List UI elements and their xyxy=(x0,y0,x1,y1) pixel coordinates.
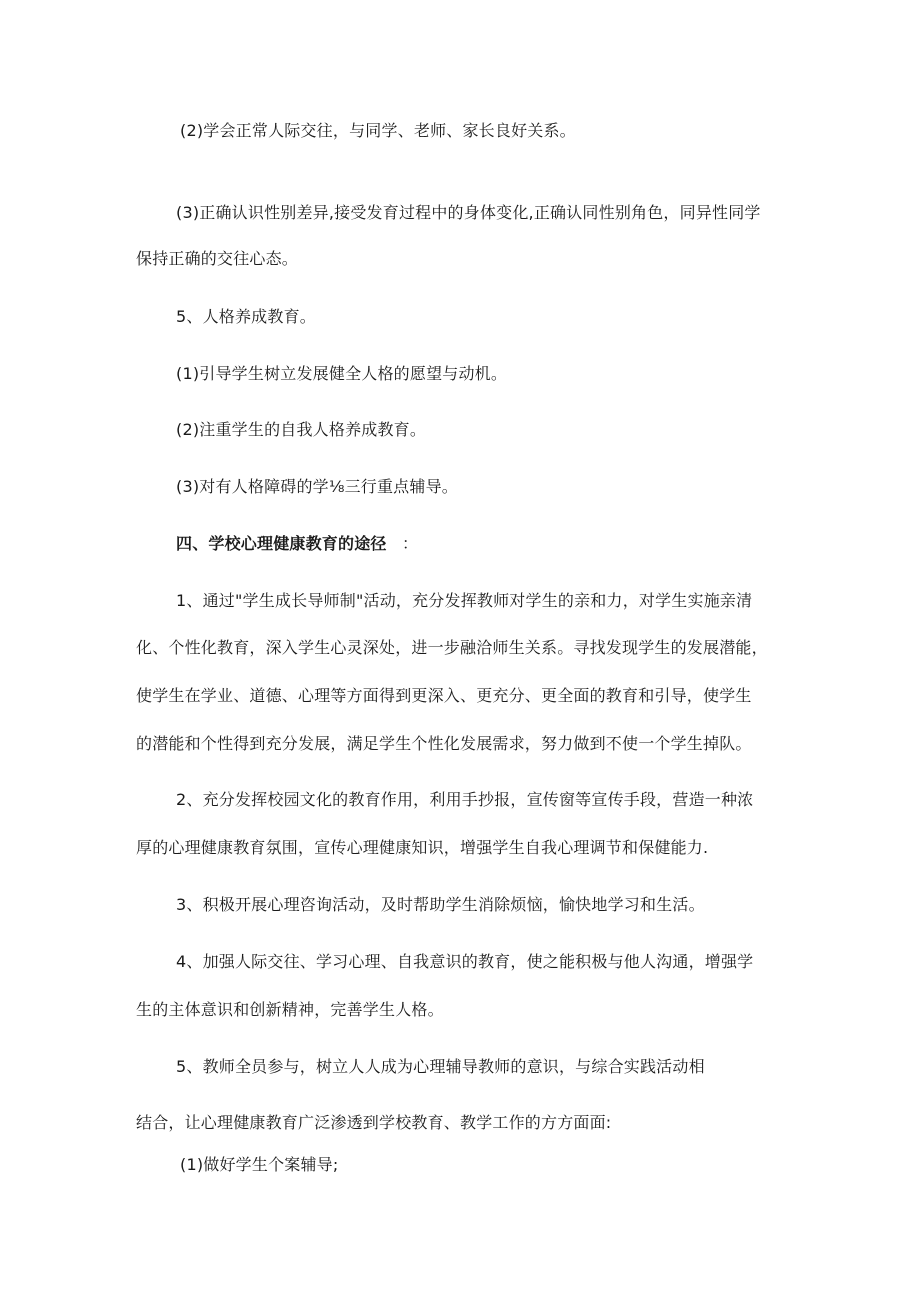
section-heading-colon: ： xyxy=(402,534,419,553)
paragraph-1-line-4: 的潜能和个性得到充分发展，满足学生个性化发展需求，努力做到不使一个学生掉队。 xyxy=(136,734,752,753)
paragraph-5-line-2: 结合，让心理健康教育广泛渗透到学校教育、教学工作的方方面面: xyxy=(136,1113,612,1132)
paragraph-1-line-1: 1、通过"学生成长导师制"活动，充分发挥教师对学生的亲和力，对学生实施亲清 xyxy=(176,591,753,610)
text-line-personality-2: (2)注重学生的自我人格养成教育。 xyxy=(176,420,427,439)
paragraph-2-line-1: 2、充分发挥校园文化的教育作用，利用手抄报，宣传窗等宣传手段，营造一种浓 xyxy=(176,790,754,809)
paragraph-1-line-3: 使学生在学业、道德、心理等方面得到更深入、更充分、更全面的教育和引导，使学生 xyxy=(136,686,752,705)
paragraph-4-line-1: 4、加强人际交往、学习心理、自我意识的教育，使之能积极与他人沟通，增强学 xyxy=(176,952,754,971)
text-line-goal-3-cont: 保持正确的交往心态。 xyxy=(136,249,299,268)
section-heading-personality: 5、人格养成教育。 xyxy=(176,307,316,326)
text-line-goal-2: (2)学会正常人际交往，与同学、老师、家长良好关系。 xyxy=(180,121,576,140)
text-line-item-1: (1)做好学生个案辅导; xyxy=(180,1155,339,1174)
paragraph-4-line-2: 生的主体意识和创新精神，完善学生人格。 xyxy=(136,1000,444,1019)
section-heading-approaches: 四、学校心理健康教育的途径 xyxy=(176,534,387,553)
paragraph-3-line-1: 3、积极开展心理咨询活动，及时帮助学生消除烦恼，愉快地学习和生活。 xyxy=(176,895,705,914)
text-line-personality-3: (3)对有人格障碍的学⅛三行重点辅导。 xyxy=(176,477,458,496)
text-line-personality-1: (1)引导学生树立发展健全人格的愿望与动机。 xyxy=(176,364,508,383)
paragraph-2-line-2: 厚的心理健康教育氛围，宣传心理健康知识，增强学生自我心理调节和保健能力. xyxy=(136,838,709,857)
paragraph-5-line-1: 5、教师全员参与，树立人人成为心理辅导教师的意识，与综合实践活动相 xyxy=(176,1057,705,1076)
text-line-goal-3: (3)正确认识性别差异,接受发育过程中的身体变化,正确认同性别角色，同异性同学 xyxy=(176,203,761,222)
paragraph-1-line-2: 化、个性化教育，深入学生心灵深处，进一步融洽师生关系。寻找发现学生的发展潜能， xyxy=(136,638,768,657)
